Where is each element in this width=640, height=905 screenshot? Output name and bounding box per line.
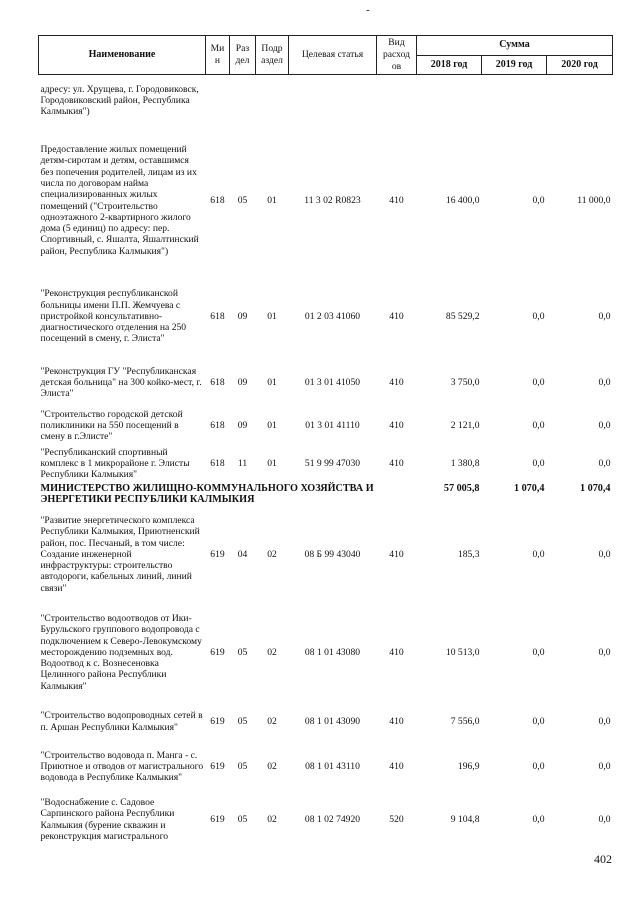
row-min: 618: [210, 310, 225, 322]
top-mark: -: [366, 4, 370, 16]
row-2019: 0,0: [532, 760, 545, 772]
row-razdel: 05: [237, 760, 248, 772]
row-2018: 196,9: [457, 760, 480, 772]
page-number: 402: [594, 852, 612, 866]
row-podrazdel: 01: [267, 194, 277, 206]
row-target: 01 3 01 41110: [305, 419, 360, 431]
row-2019: 0,0: [532, 419, 545, 431]
row-razdel: 05: [237, 194, 248, 206]
row-2019: 0,0: [532, 310, 545, 322]
budget-table: [38, 35, 613, 847]
row-2020: [547, 75, 613, 127]
table-row: [39, 703, 613, 741]
row-min: 619: [210, 760, 225, 772]
row-2020: 0,0: [598, 457, 611, 469]
row-razdel: [230, 75, 256, 127]
row-podrazdel: 02: [267, 715, 277, 727]
row-razdel: 05: [237, 646, 248, 658]
col-header-podrazdel: Подр аздел: [256, 36, 289, 75]
row-min: [206, 75, 230, 127]
row-razdel: 09: [237, 419, 248, 431]
table-row: [39, 445, 613, 483]
row-name: "Водоснабжение с. Садовое Сарпинского района Республики Калмыкия (бурение скважин и реконструкция магистрального: [40, 796, 175, 842]
row-vid: 410: [389, 715, 404, 727]
row-razdel: 04: [237, 548, 248, 560]
row-target: 51 9 99 47030: [304, 457, 361, 469]
row-podrazdel: 01: [267, 457, 277, 469]
row-min: 618: [210, 194, 225, 206]
row-2020: 0,0: [598, 813, 611, 825]
row-2019: 0,0: [532, 715, 545, 727]
row-vid: 410: [389, 457, 404, 469]
col-header-2020: 2020 год: [547, 55, 613, 75]
row-vid: 520: [389, 813, 404, 825]
row-podrazdel: 01: [267, 376, 277, 388]
row-2020: 0,0: [598, 760, 611, 772]
row-2020: 0,0: [598, 646, 611, 658]
row-2020: 0,0: [598, 310, 611, 322]
table-row: [39, 741, 613, 793]
row-target: 08 1 01 43110: [305, 760, 360, 772]
table-row: [39, 75, 613, 127]
row-target: 08 Б 99 43040: [304, 548, 361, 560]
row-2019: 0,0: [532, 457, 545, 469]
row-target: 01 3 01 41050: [304, 376, 361, 388]
row-min: 618: [210, 457, 225, 469]
col-header-target: Целевая статья: [289, 36, 377, 75]
row-2020: 0,0: [598, 715, 611, 727]
row-target: 08 1 01 43090: [304, 715, 361, 727]
row-name: "Строительство водовода п. Манга - с. Приютное и отводов от магистрального водовода в Республике Калмыкия": [40, 749, 204, 784]
table-row: [39, 127, 613, 275]
row-min: 619: [210, 813, 225, 825]
row-2019: 0,0: [532, 376, 545, 388]
row-2019: 0,0: [532, 194, 545, 206]
col-header-name: Наименование: [39, 36, 206, 75]
row-2020: 0,0: [598, 548, 611, 560]
row-razdel: 11: [237, 457, 248, 469]
ministry-2018: 57 005,8: [443, 482, 480, 494]
row-name: "Строительство водоотводов от Ики-Бурульского группового водопровода с подключением к Северо-Левокумскому месторождению подземных вод. Водоотвод к с. Вознесеновка Целинного района Республики Калмыкия": [40, 612, 202, 692]
row-2020: 11 000,0: [577, 194, 611, 206]
row-name: Предоставление жилых помещений детям-сиротам и детям, оставшимся без попечения родителей, лицам из их числа по договорам найма специализированных жилых помещений ("Строительство одноэтажного 2-квартирного жилого дома (5 единиц) по адресу: пер. Спортивный, с. Яшалта, Яшалтинский район, Республика Калмыкия"): [40, 144, 199, 257]
row-vid: 410: [389, 194, 404, 206]
row-2018: 7 556,0: [450, 715, 480, 727]
row-target: [289, 75, 377, 127]
row-vid: 410: [389, 760, 404, 772]
row-min: 619: [210, 548, 225, 560]
row-razdel: 09: [237, 310, 248, 322]
row-vid: [377, 75, 417, 127]
row-target: 08 1 01 43080: [304, 646, 361, 658]
row-min: 618: [210, 419, 225, 431]
row-target: 11 3 02 R0823: [304, 194, 361, 206]
row-podrazdel: 02: [267, 760, 277, 772]
row-min: 619: [210, 646, 225, 658]
row-podrazdel: 01: [267, 310, 277, 322]
row-podrazdel: 02: [267, 813, 277, 825]
row-2020: 0,0: [598, 376, 611, 388]
row-2018: [417, 75, 482, 127]
row-name: адресу: ул. Хрущева, г. Городовиковск, Городовиковский район, Республика Калмыкия"): [40, 83, 199, 118]
row-razdel: 05: [237, 813, 248, 825]
col-header-vid: Вид расход ов: [377, 36, 417, 75]
col-header-min: Ми н: [206, 36, 230, 75]
row-podrazdel: 01: [267, 419, 277, 431]
row-podrazdel: 02: [267, 646, 277, 658]
row-vid: 410: [389, 376, 404, 388]
table-row: [39, 359, 613, 407]
row-min: 618: [210, 376, 225, 388]
row-name: "Реконструкция ГУ "Республиканская детская больница" на 300 койко-мест, г. Элиста": [40, 365, 202, 400]
row-2018: 85 529,2: [445, 310, 480, 322]
row-razdel: 09: [237, 376, 248, 388]
row-2018: 185,3: [457, 548, 480, 560]
row-vid: 410: [389, 548, 404, 560]
row-target: 08 1 02 74920: [304, 813, 361, 825]
row-target: 01 2 03 41060: [304, 310, 361, 322]
row-podrazdel: 02: [267, 548, 277, 560]
table-row: [39, 603, 613, 703]
col-header-2019: 2019 год: [482, 55, 547, 75]
ministry-2020: 1 070,4: [579, 482, 611, 494]
row-2019: 0,0: [532, 646, 545, 658]
row-2019: 0,0: [532, 813, 545, 825]
row-name: "Реконструкция республиканской больницы имени П.П. Жемчуева с пристройкой консультативно-диагностического отделения на 250 посещений в смену, г. Элиста": [40, 288, 187, 345]
table-row: [39, 407, 613, 445]
table-row: [39, 507, 613, 603]
row-2020: 0,0: [598, 419, 611, 431]
row-podrazdel: [256, 75, 289, 127]
row-min: 619: [210, 715, 225, 727]
col-header-summa: Сумма: [417, 36, 613, 56]
row-2018: 16 400,0: [445, 194, 480, 206]
row-2018: 2 121,0: [450, 419, 480, 431]
row-name: "Строительство городской детской поликлиники на 550 посещений в смену в г.Элисте": [40, 408, 183, 443]
row-2018: 9 104,8: [450, 813, 480, 825]
ministry-total-row: [39, 483, 613, 507]
row-name: "Республиканский спортивный комплекс в 1 микрорайоне г. Элисты Республики Калмыкия": [40, 446, 190, 481]
row-vid: 410: [389, 419, 404, 431]
table-row: [39, 275, 613, 359]
table-row: [39, 793, 613, 847]
col-header-2018: 2018 год: [417, 55, 482, 75]
row-2018: 10 513,0: [445, 646, 480, 658]
row-2018: 3 750,0: [450, 376, 480, 388]
row-2019: [482, 75, 547, 127]
row-razdel: 05: [237, 715, 248, 727]
col-header-razdel: Раз дел: [230, 36, 256, 75]
row-2019: 0,0: [532, 548, 545, 560]
row-vid: 410: [389, 310, 404, 322]
row-vid: 410: [389, 646, 404, 658]
row-name: "Развитие энергетического комплекса Республики Калмыкия, Приютненский район, пос. Песчаный, в том числе: Создание инженерной инфраструктуры: строительство автодороги, кабельных линий, линий связи": [40, 514, 200, 594]
row-2018: 1 380,8: [450, 457, 480, 469]
ministry-name: МИНИСТЕРСТВО ЖИЛИЩНО-КОММУНАЛЬНОГО ХОЗЯЙСТВА И ЭНЕРГЕТИКИ РЕСПУБЛИКИ КАЛМЫКИЯ: [40, 482, 374, 505]
ministry-2019: 1 070,4: [513, 482, 545, 494]
row-name: "Строительство водопроводных сетей в п. Аршан Республики Калмыкия": [40, 710, 203, 733]
